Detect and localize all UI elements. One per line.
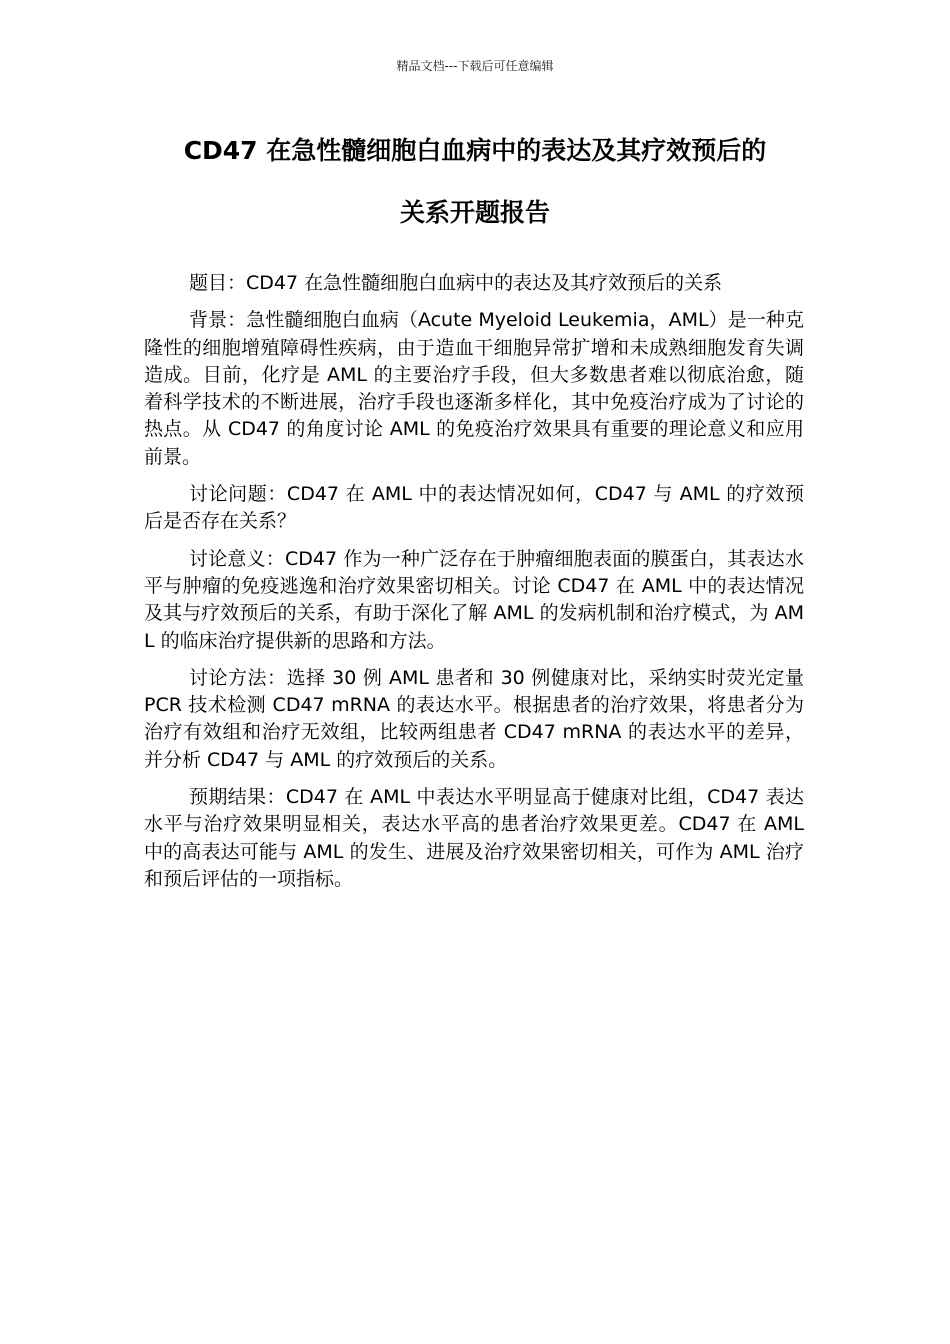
paragraph-topic: 题目：CD47 在急性髓细胞白血病中的表达及其疗效预后的关系 (189, 272, 723, 294)
paragraph-background: 背景：急性髓细胞白血病（Acute Myeloid Leukemia，AML）是一种克隆性的细胞增殖障碍性疾病，由于造血干细胞异常扩增和未成熟细胞发育失调造成。目前，化疗是 AML 的主要治疗手段，但大多数患者难以彻底治愈，随着科学技术的不断进展，治疗手段也逐渐多样化，其中免疫治疗成为了讨论的热点。从 CD47 的角度讨论 AML 的免疫治疗效果具有重要的理论意义和应用前景。 (144, 309, 804, 468)
document-body (144, 270, 804, 903)
header-note: 精品文档---下载后可任意编辑 (396, 59, 554, 73)
paragraph-research-question: 讨论问题：CD47 在 AML 中的表达情况如何，CD47 与 AML 的疗效预后是否存在关系？ (144, 483, 804, 533)
title-line-1: CD47 在急性髓细胞白血病中的表达及其疗效预后的 (183, 136, 767, 165)
paragraph-methods: 讨论方法：选择 30 例 AML 患者和 30 例健康对比，采纳实时荧光定量 PCR 技术检测 CD47 mRNA 的表达水平。根据患者的治疗效果，将患者分为治疗有效组和治疗无效组，比较两组患者 CD47 mRNA 的表达水平的差异，并分析 CD47 与 AML 的疗效预后的关系。 (144, 666, 804, 771)
title-line-2: 关系开题报告 (399, 198, 550, 227)
paragraph-significance: 讨论意义：CD47 作为一种广泛存在于肿瘤细胞表面的膜蛋白，其表达水平与肿瘤的免疫逃逸和治疗效果密切相关。讨论 CD47 在 AML 中的表达情况及其与疗效预后的关系，有助于深化了解 AML 的发病机制和治疗模式，为 AML 的临床治疗提供新的思路和方法。 (144, 547, 804, 652)
document-title (120, 133, 830, 231)
paragraph-expected-results: 预期结果：CD47 在 AML 中表达水平明显高于健康对比组，CD47 表达水平与治疗效果明显相关，表达水平高的患者治疗效果更差。CD47 在 AML 中的高表达可能与 AML 的发生、进展及治疗效果密切相关，可作为 AML 治疗和预后评估的一项指标。 (144, 786, 804, 890)
